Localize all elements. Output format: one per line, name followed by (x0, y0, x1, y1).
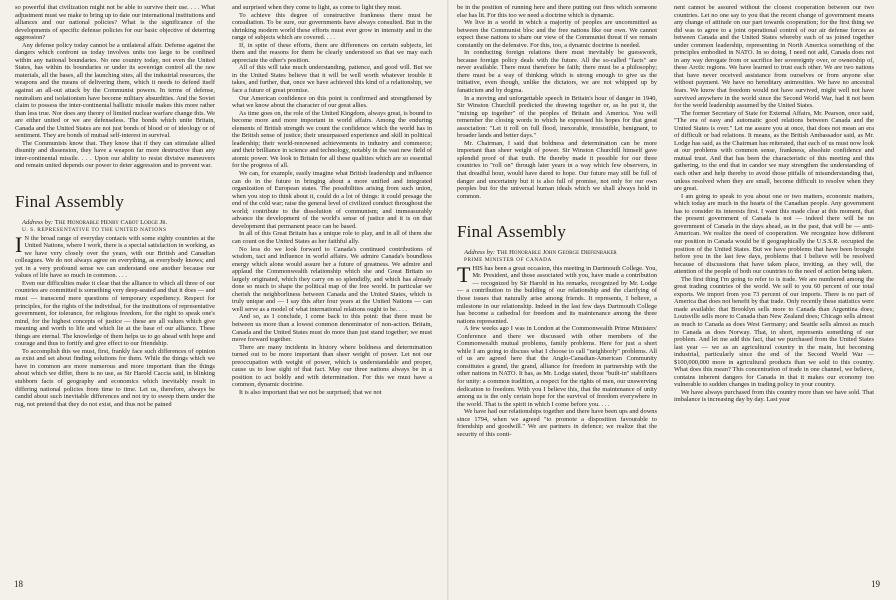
page-number-left: 18 (14, 579, 23, 589)
paragraph: To accomplish this we must, first, frankly face such differences of opinion as exist and set about finding solutions for them. While the things which we have in common are more numerous and more important than the things about which we differ, there is no use, as Sir Harold Caccia said, in blinking stubborn facts of geography and economics which inevitably result in differing national policies from time to time. Let us, therefore, always be candid about such inevitable differences and not try to sweep them under the rug, not pretend that they do not exist, and thus not be pained (15, 347, 215, 408)
speaker-name: The Honorable Henry Cabot Lodge Jr. (54, 219, 168, 227)
paragraph: so powerful that civilization might not be able to survive their use. . . . What adjustment must we make to bring up to date our international institutions and alliances and our national policies? What is the significance of the developments of specific defense policies for our basic objective of deterring aggression? (15, 4, 215, 42)
paragraph: In conducting foreign relations there must inevitably be guesswork, because foreign policy deals with the future. All the so-called "facts" are never available. There must therefore be faith; there must be a philosophy; there must be a way of thinking which is strong enough to give us the initiative, even though, unlike the dictators, we are not whipped up by fanaticism and by dogma. (457, 49, 657, 95)
speaker-role: U. S. REPRESENTATIVE TO THE UNITED NATIONS (22, 227, 167, 234)
paragraph: In a moving and unforgettable speech in Britain's hour of danger in 1940, Sir Winston Churchill predicted the drawing together or, as he put it, the "mixing up together" of the peoples of Britain and America. You will remember the closing words in which he expressed his hopes for that great association: "Let it roll on full flood, inexorable, irresistible, benignant, to broader lands and better days." (457, 94, 657, 140)
paragraph: Mr. Chairman, I said that boldness and determination can be more important than sheer weight of power. Sir Winston Churchill himself gave splendid proof of that truth. He thereby made it possible for our three countries to "roll on" through later years in a way which few observers, in that dreadful hour, would have dared to hope. Our future may still be full of danger and uncertainty but it is also full of promise, not only for our own peoples but for the universal human ideals which we shall always hold in common. (457, 139, 657, 200)
opening-text: N the broad range of everyday contacts with some eighty countries at the United Nations, where I work, there is a special satisfaction in working, as we have very closely over the years, with our British and Canadian colleagues. We do not always agree on everything, as everybody knows; and yet in a very profound sense we can understand one another because our values of life have so much in common. . . . (15, 234, 215, 280)
paragraph: Even our difficulties make it clear that the alliance to which all three of our countries are committed is something very deep-seated and that it does — and must — transcend mere questions of temporary expediency. Respect for principles, for the rights of the individual, for the institutions of representative government, for tolerance, for religious freedom, for the right to speak one's mind, for the highest concepts of justice — these are all values which give meaning and worth to life and which lie at the base of our alliance. These things are eternal. The knowledge of them helps us to go ahead with hope and courage and thus to fortify and give effect to our friendship. (15, 279, 215, 348)
speech-opening-paragraph (457, 261, 657, 325)
paragraph: No less do we look forward to Canada's continued contributions of wisdom, tact and influence in world affairs. We admire Canada's boundless energy which alone would assure her a future of greatness. We admire and applaud the Commonwealth relationship which she and Great Britain so largely originated, which they carry on so splendidly, and which has already done so much to shape the political map of the free world. In particular we cherish the neighborliness between Canada and the United States, which is truly unique and — I say this after four years at the United Nations — can well serve as a model of what international relations ought to be. . . . (232, 245, 432, 313)
paragraph: We have always purchased from this country more than we have sold. That imbalance is increasing day by day. Last year (674, 388, 874, 404)
speaker-role: PRIME MINISTER OF CANADA (464, 257, 552, 264)
speech-byline-lodge (15, 219, 215, 227)
left-page-column-1 (15, 4, 215, 574)
paragraph: We have had our relationships together and there have been ups and downs since 1794, when we agreed "to promote a disposition favourable to friendship and goodwill." We are partners in defence; we realize that the security of this conti- (457, 408, 657, 438)
paragraph: In all of this Great Britain has a unique role to play, and in all of them she can count on the United States as her faithful ally. (232, 230, 432, 245)
speech-title-lodge: Final Assembly (15, 192, 125, 212)
page-gutter (447, 0, 449, 600)
paragraph: The former Secretary of State for External Affairs, Mr. Pearson, once said, "The era of easy and automatic good relations between Canada and the United States is over." Let me assure you at once, that does not mean an era of difficult or bad relations. It means, as the British Ambassador said, as Mr. Lodge has said, as the Chairman has reiterated, that each of us must now look at our problems with common sense, frankness, absolute confidence and mutual trust. And that has been the characteristic of this meeting and this gathering, to the end that in candor we may strengthen the understanding of each other and help thereby to avoid those pitfalls of misunderstanding that, unless resolved when they are small, become difficult to resolve when they are great. (674, 109, 874, 193)
address-prefix: Address by: (464, 249, 496, 257)
right-page-column-2 (674, 4, 874, 574)
paragraph: nent cannot be assured without the closest cooperation between our two countries. Let no one say to you that the recent change of government means any change of attitude on our part towards cooperation; for the first thing we did was to agree to a joint operational control of our air defense forces as between Canada and the United States whereby each of us joined together under common leadership, representing in North America something of the principles embodied in NATO. In so doing, I need not add, Canada does not in any way derogate from or sacrifice her sovereignty over, or ownership of, these Arctic regions. We have learned to trust each other. We are two nations that have never received assistance from ourselves or from anyone else without payment. We have no hereditary animosities. We have no ancestral fears. We know that freedom would not have survived, might well not have survived anywhere in the world since the Second World War, had it not been for the world leadership assumed by the United States. (674, 4, 874, 110)
paragraph: The Communists know that. They know that if they can stimulate allied disunity and dissension, they have a weapon far more destructive than any inter-continental missile. . . . Upon our ability to resist divisive maneuvers and remain united depends our power to deter aggression and to prevent war. (15, 139, 215, 170)
paragraph: Any defense policy today cannot be a unilateral affair. Defense against the dangers which confront us today involves units too large to be confined within any national boundaries. No one country today, not even the United States, has within its boundaries or under its sovereign control all the raw materials, all the bases, all the launching sites, all the industrial resources, the weapons and the means of delivering them, which it needs to defend itself against an all-out attack by the Communist powers. In terms of defense, neutralism and isolationism have become military absurdities. And the Soviet claim to possess the inter-continental ballistic missile makes this more rather than less true. Nor does any theory of limited nuclear warfare change this. We are either united or we are defenseless. The bonds which unite Britain, Canada and the United States are not just bonds of blood or of ideology or of sentiment. They are bonds of mutual self-interest in survival. (15, 41, 215, 140)
speaker-name: The Honorable John George Diefenbaker (496, 249, 617, 257)
right-page-column-1 (457, 4, 657, 574)
speech-title-diefenbaker: Final Assembly (457, 222, 567, 242)
paragraph: A few weeks ago I was in London at the Commonwealth Prime Ministers' Conference and there we discussed with other members of the Commonwealth mutual problems, family problems. Here for just a short while I am going to discuss what I choose to call "neighborly" problems. All of us are agreed here that the Anglo-Canadian-American Community constitutes a grand, the grand, alliance for freedom in partnership with the other nations in NATO. It has, as Mr. Lodge stated, those "built-in" stabilizers for unity: a common tradition, a respect for the rights of men, our unswerving dedication to freedom. With you I believe this, that the maintenance of unity among us is the only certain hope for the survival of freedom everywhere in the world. That is the spirit in which I come before you. . . . (457, 325, 657, 408)
paragraph: It is also important that we not be surprised; that we not (239, 388, 382, 396)
paragraph: And so, as I conclude, I come back to this point: that there must be between us more than a lowest common denominator of non-action. Britain, Canada and the United States must do more than just stand together; we must move forward together. (232, 313, 432, 344)
speech-opening-paragraph (15, 231, 215, 280)
paragraph: All of this will take much understanding, patience, and good will. But we in the United States believe that it will be well worth whatever trouble it takes, and further, that, once we have achieved this kind of a relationship, we face a future of great promise. (232, 64, 432, 95)
opening-text: HIS has been a great occasion, this meeting in Dartmouth College. You, Mr. President, and those associated with you, have made a contribution — recognized by Sir Harold in his remarks, recognized by Mr. Lodge — a contribution to the building of our relationship and the clarifying of those issues that naturally arise among friends. It represents, I believe, a milestone in our relationship. Indeed in the last few days Dartmouth College has become a cathedral for freedom and its maintenance among the three nations represented. (457, 264, 657, 325)
paragraph: To achieve this degree of constructive frankness there must be consultation. To be sure, our governments have always consulted. But in the shrinking modern world these efforts must ever grow in intensity and in the range of subjects which are covered. . . . (232, 11, 432, 42)
paragraph: and surprised when they come to light, as come to light they must. (232, 4, 402, 11)
paragraph: We can, for example, easily imagine what British leadership and influence can do in the future in bringing about a more unified and integrated organization of European states. The possibilities arising from such union, when you stop to think about it, could do a lot of things: it could presage the end of the cold war; raise the general level of civilized conduct throughout the world; contribute to the dissolution of communism; and immeasurably advance the development of the world's sense of justice and it is on that development that permanent peace can be based. (232, 170, 432, 230)
paragraph: If, in spite of these efforts, there are differences on certain subjects, let them and the reasons for them be clearly understood so that we may each appreciate the other's position. (232, 41, 432, 64)
paragraph: As time goes on, the role of the United Kingdom, always great, is bound to become more and more important in world affairs. Among the enduring elements of British strength we count the confidence which the world has in the British sense of justice; their unsurpassed experience and skill in political leadership; their world-renowned achievements in industry and commerce; and their brilliance in science and technology, notably in the vast new field of atomic power. We look to Britain for all these qualities which are so essential for the progress of all. (232, 109, 432, 170)
page-number-right: 19 (871, 579, 880, 589)
speech-byline-diefenbaker (457, 249, 657, 257)
address-prefix: Address by: (22, 219, 54, 227)
paragraph: I am going to speak to you about one or two matters, economic matters, which today are much in the hearts of the Canadian people. Any government has to consider its interests first. I want this made clear at this moment, that the present government of Canada is not — indeed there will be no government of Canada in the days ahead, as in the past, that will be — anti-American. We realize the need of cooperation. We recognize how different our position in Canada would be if geographically the U.S.S.R. occupied the position of the United States. But we have problems that have been brought before you in the last few days, problems that I believe will be resolved because of discussions that have taken place, inviting, as they will, the attention of the people of both our countries to the need of action being taken. (674, 192, 874, 276)
paragraph: Our American confidence on this point is confirmed and strengthened by what we know about the character of our great allies. (232, 94, 432, 110)
paragraph: The first thing I'm going to refer to is trade. We are numbered among the great trading countries of the world. We sell to you 60 percent of our total exports. We import from you 73 percent of our imports. There is no part of America that does not benefit by that trade. Only recently these statistics were made available: that Brooklyn sells more to Canada than Argentina does; Louisville sells more to Canada than New Zealand does; Chicago sells almost as much to Canada as does West Germany; and Seattle sells almost as much to Canada as does Norway. That, in short, represents something of our problem. And let me add this fact, that we purchased from the United States last year — we as an agricultural country in the main, but becoming industrial, particularly since the end of the Second World War — $100,000,000 more in agricultural products than we sold to this country. What does this mean? This concentration of trade in one channel, we believe, contains inherent dangers for Canada in that it makes our economy too vulnerable to sudden changes in trading policy in your country. (674, 275, 874, 389)
left-page-column-2 (232, 4, 432, 574)
drop-cap: I (15, 231, 23, 257)
paragraph: We live in a world in which a majority of peoples are uncommitted as between the Communist bloc and the free nations like our own. We cannot expect these nations to share our view of the Communist threat if we remain constantly on the defensive. For this, too, a dynamic doctrine is needed. (457, 19, 657, 49)
paragraph: There are many incidents in history where boldness and determination turned out to be more important than sheer weight of power. Let not our preoccupation with weight of power, which is understandable and proper, cause us to lose sight of that fact. May our three nations always be in a position to act boldly and with determination. For this we must have a common, dynamic doctrine. (232, 343, 432, 389)
paragraph: be in the position of running here and there putting out fires which someone else has lit. For this too we need a doctrine which is dynamic. (457, 4, 657, 19)
drop-cap: T (457, 261, 471, 287)
